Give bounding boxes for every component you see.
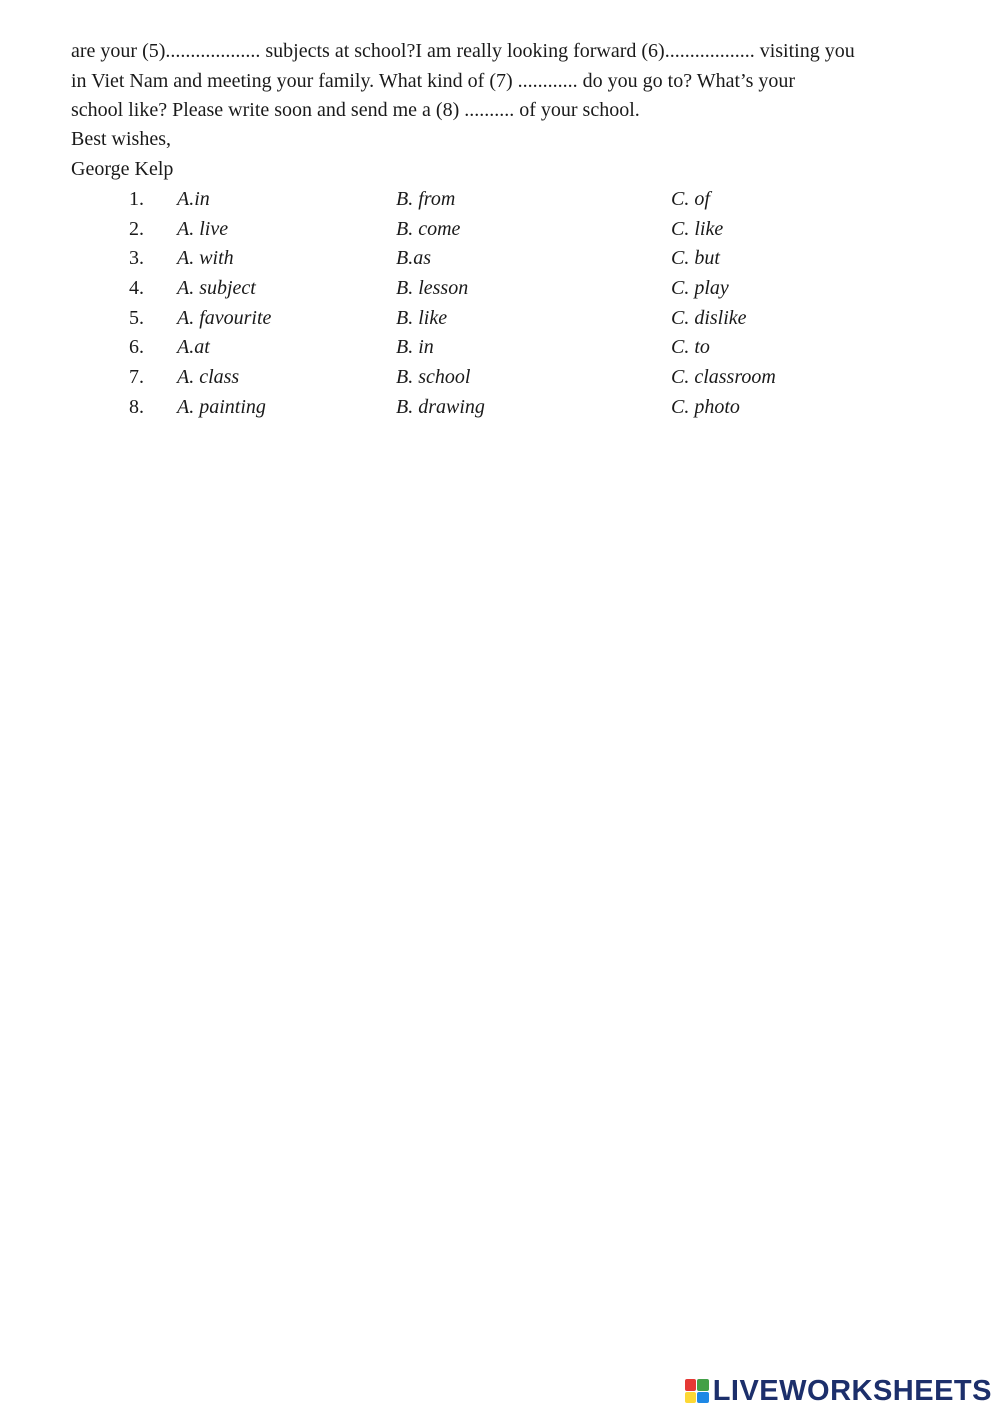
question-number: 6. xyxy=(129,336,144,359)
brand-name: LIVEWORKSHEETS xyxy=(712,1374,992,1407)
option-c[interactable]: C. dislike xyxy=(671,306,747,329)
option-b[interactable]: B.as xyxy=(396,247,431,270)
letter-line: in Viet Nam and meeting your family. What kind of (7) ............ do you go to? What’s your xyxy=(71,69,796,92)
option-row xyxy=(0,393,1000,423)
question-number: 4. xyxy=(129,277,144,300)
option-a[interactable]: A. favourite xyxy=(177,306,272,329)
option-b[interactable]: B. school xyxy=(396,366,471,389)
letter-line: are your (5)................... subjects at school?I am really looking forward (6).................. visiting you xyxy=(71,40,855,62)
option-row xyxy=(0,333,1000,363)
question-number: 2. xyxy=(129,217,144,240)
letter-closing xyxy=(71,125,173,184)
option-c[interactable]: C. but xyxy=(671,247,720,270)
option-row xyxy=(0,274,1000,304)
letter-paragraph xyxy=(71,37,941,126)
option-b[interactable]: B. lesson xyxy=(396,277,469,300)
option-a[interactable]: A. painting xyxy=(177,395,266,418)
liveworksheets-logo-icon xyxy=(685,1379,709,1403)
question-number: 7. xyxy=(129,366,144,389)
question-number: 5. xyxy=(129,306,144,329)
question-number: 1. xyxy=(129,188,144,210)
closing-text: Best wishes, xyxy=(71,128,171,150)
option-b[interactable]: B. come xyxy=(396,217,461,240)
liveworksheets-brand[interactable] xyxy=(685,1375,992,1407)
option-c[interactable]: C. like xyxy=(671,217,724,240)
option-a[interactable]: A. live xyxy=(177,217,229,240)
option-a[interactable]: A. subject xyxy=(177,277,256,300)
option-c[interactable]: C. classroom xyxy=(671,366,776,389)
option-b[interactable]: B. from xyxy=(396,188,456,210)
option-a[interactable]: A. class xyxy=(177,366,240,389)
option-row xyxy=(0,304,1000,334)
signature: George Kelp xyxy=(71,157,174,180)
option-row xyxy=(0,244,1000,274)
letter-line: school like? Please write soon and send me a (8) .......... of your school. xyxy=(71,99,640,121)
option-b[interactable]: B. like xyxy=(396,306,448,329)
option-b[interactable]: B. drawing xyxy=(396,395,485,418)
option-c[interactable]: C. of xyxy=(671,188,710,210)
option-a[interactable]: A. with xyxy=(177,247,234,270)
option-a[interactable]: A.at xyxy=(177,336,210,359)
option-row xyxy=(0,363,1000,393)
question-number: 3. xyxy=(129,247,144,270)
option-c[interactable]: C. to xyxy=(671,336,710,359)
option-a[interactable]: A.in xyxy=(177,188,210,210)
option-row xyxy=(0,215,1000,245)
option-row xyxy=(0,185,1000,215)
question-number: 8. xyxy=(129,395,144,418)
option-c[interactable]: C. play xyxy=(671,277,729,300)
option-b[interactable]: B. in xyxy=(396,336,434,359)
answer-options-list xyxy=(0,185,1000,423)
option-c[interactable]: C. photo xyxy=(671,395,740,418)
